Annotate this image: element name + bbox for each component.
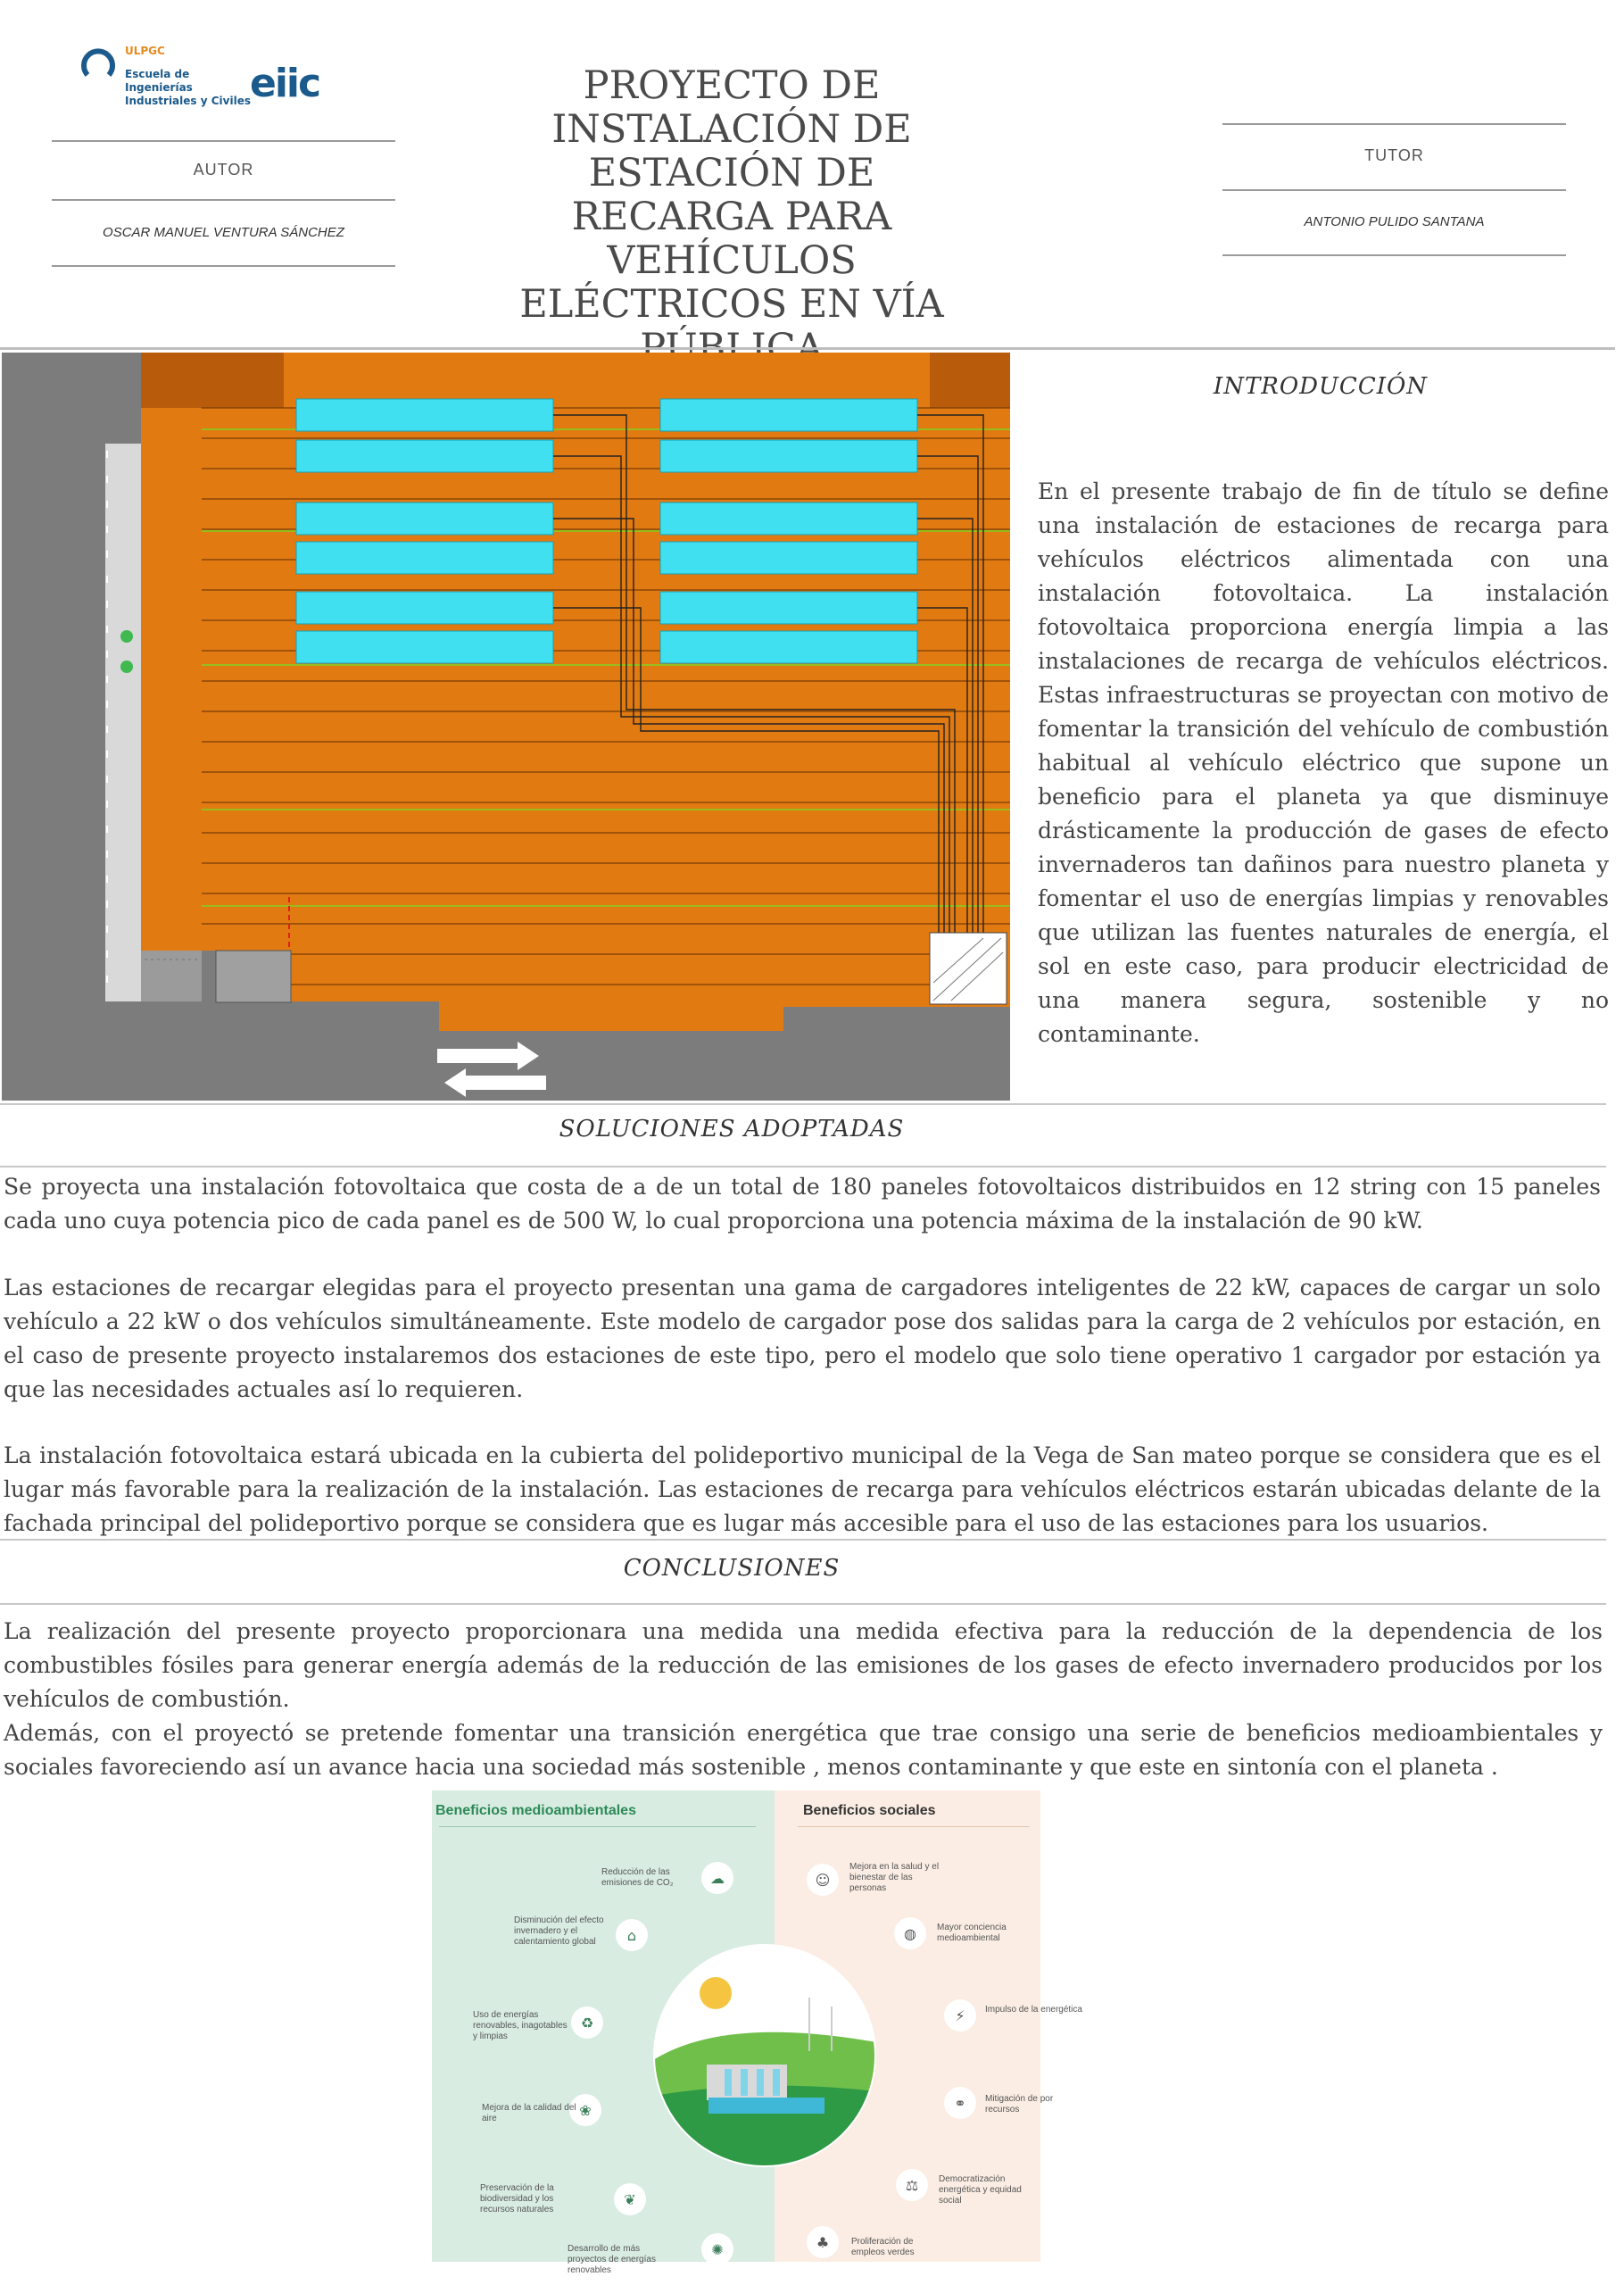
author-name: OSCAR MANUEL VENTURA SÁNCHEZ xyxy=(103,225,344,240)
env-benefit-3: Uso de energías renovables, inagotables y limpias xyxy=(473,2010,568,2041)
environmental-title-rule xyxy=(439,1826,756,1827)
conclusiones-heading: CONCLUSIONES xyxy=(623,1555,841,1582)
tutor-rule-top xyxy=(1222,123,1566,125)
soluciones-paragraph-3: La instalación fotovoltaica estará ubicada en la cubierta del polideportivo municipal de la Vega de San mateo porque se considera que es el lugar más favorable para la realización de la instalación. Las estaciones de recarga para vehículos eléctricos estarán ubicadas delante de la fachada principal del polideportivo porque se considera que es lugar más accesible para el uso de las estaciones para los usuarios. xyxy=(4,1442,1601,1536)
social-benefit-1: Mejora en la salud y el bienestar de las personas xyxy=(849,1862,940,1893)
co2-icon: ☁ xyxy=(701,1862,733,1894)
health-icon: ☺ xyxy=(807,1864,839,1896)
handshake-icon: ⚭ xyxy=(944,2087,976,2119)
hydro-dam-illustration xyxy=(653,1944,876,2167)
social-benefit-2: Mayor conciencia medioambiental xyxy=(937,1923,1007,1943)
logo-school-name: Escuela de Ingenierías Industriales y Civiles xyxy=(125,68,251,107)
author-rule-top xyxy=(52,140,395,142)
social-benefit-3: Impulso de la energética xyxy=(985,2005,1082,2015)
tutor-name: ANTONIO PULIDO SANTANA xyxy=(1304,214,1485,229)
soluciones-paragraph-2: Las estaciones de recargar elegidas para el proyecto presentan una gama de cargadores inteligentes de 22 kW, capaces de cargar un solo vehículo a 22 kW o dos vehículos simultáneamente. Este modelo de cargador pose dos salidas para la carga de 2 vehículos por estación, en el caso de presente proyecto instalaremos dos estaciones de este tipo, pero el modelo que solo tiene operativo 1 cargador por estación ya que las necesidades actuales así lo requieren. xyxy=(4,1275,1601,1402)
equity-icon: ⚖ xyxy=(896,2169,928,2201)
soluciones-rule-bottom xyxy=(0,1166,1606,1167)
social-benefit-4: Mitigación de por recursos xyxy=(985,2094,1054,2115)
conclusiones-paragraph-1: La realización del presente proyecto proporcionara una medida una medida efectiva para la reducción de la dependencia de los combustibles fósiles para generar energía además de la reducción de las emisiones de los gases de efecto invernadero producidos por los vehículos de combustión. xyxy=(4,1618,1603,1712)
ulpgc-arc-icon xyxy=(82,45,118,80)
conclusiones-rule-top xyxy=(0,1539,1606,1541)
benefits-infographic xyxy=(432,1791,1082,2275)
tutor-rule-mid xyxy=(1222,189,1566,191)
env-benefit-4: Mejora de la calidad del aire xyxy=(482,2103,576,2123)
logo-acronym: eiic xyxy=(250,61,320,106)
env-benefit-1: Reducción de las emisiones de CO₂ xyxy=(601,1867,674,1888)
author-rule-mid xyxy=(52,199,395,201)
intro-paragraph: En el presente trabajo de fin de título se define una instalación de estaciones de recarga para vehículos eléctricos alimentada con una instalación fotovoltaica. La instalación fotovoltaica proporciona energía limpia a las instalaciones de recarga de vehículos eléctricos. Estas infraestructuras se proyectan con motivo de fomentar la transición del vehículo de combustión habitual al vehículo eléctrico que supone un beneficio para el planeta ya que disminuye drásticamente la producción de gases de efecto invernaderos tan dañinos para nuestro planeta y fomentar el uso de energías limpias y renovables que utilizan las fuentes naturales de energía, el sol en este caso, para producir electricidad de una manera segura, sostenible y no contaminante. xyxy=(1038,478,1609,1047)
social-benefit-6: Proliferación de empleos verdes xyxy=(851,2237,915,2257)
awareness-icon: ◍ xyxy=(894,1917,926,1949)
soluciones-heading: SOLUCIONES ADOPTADAS xyxy=(559,1116,905,1142)
social-benefits-title: Beneficios sociales xyxy=(803,1803,936,1818)
env-benefit-5: Preservación de la biodiversidad y los recursos naturales xyxy=(480,2183,554,2214)
soluciones-paragraph-1: Se proyecta una instalación fotovoltaica que costa de a de un total de 180 paneles fotovoltaicos distribuidos en 12 string con 15 paneles cada uno cuya potencia pico de cada panel es de 500 W, lo cual proporciona una potencia máxima de la instalación de 90 kW. xyxy=(4,1174,1601,1234)
green-jobs-icon: ♣ xyxy=(807,2226,839,2258)
conclusiones-paragraph-2: Además, con el proyectó se pretende fomentar una transición energética que trae consigo una serie de beneficios medioambientales y sociales favoreciendo así un avance hacia una sociedad más sostenible , menos contaminante y que este en sintonía con el planeta . xyxy=(4,1720,1603,1780)
social-benefit-5: Democratización energética y equidad social xyxy=(939,2174,1022,2206)
tutor-label: TUTOR xyxy=(1364,146,1424,164)
greenhouse-icon: ⌂ xyxy=(616,1919,648,1951)
electric-car-icon: ⚡ xyxy=(944,1999,976,2032)
soluciones-rule-top xyxy=(0,1103,1606,1105)
author-label: AUTOR xyxy=(193,161,254,179)
conclusiones-rule-bottom xyxy=(0,1603,1606,1605)
tutor-rule-bottom xyxy=(1222,254,1566,256)
environmental-benefits-title: Beneficios medioambientales xyxy=(435,1803,636,1818)
biodiversity-icon: ❦ xyxy=(614,2183,646,2215)
header-divider xyxy=(0,347,1615,350)
school-logo xyxy=(82,37,341,109)
renewable-projects-icon: ✺ xyxy=(701,2233,733,2265)
author-rule-bottom xyxy=(52,265,395,267)
clean-air-icon: ❀ xyxy=(569,2094,601,2126)
social-title-rule xyxy=(798,1826,1030,1827)
roof-plan-drawing xyxy=(2,353,1010,1101)
logo-university: ULPGC xyxy=(125,45,165,57)
renewable-energy-icon: ♻ xyxy=(571,2007,603,2039)
poster-title: PROYECTO DE INSTALACIÓN DE ESTACIÓN DE RECARGA PARA VEHÍCULOS ELÉCTRICOS EN VÍA xyxy=(519,63,944,327)
intro-heading: INTRODUCCIÓN xyxy=(1213,373,1429,400)
env-benefit-6: Desarrollo de más proyectos de energías renovables xyxy=(568,2244,656,2275)
env-benefit-2: Disminución del efecto invernadero y el calentamiento global xyxy=(514,1915,604,1947)
